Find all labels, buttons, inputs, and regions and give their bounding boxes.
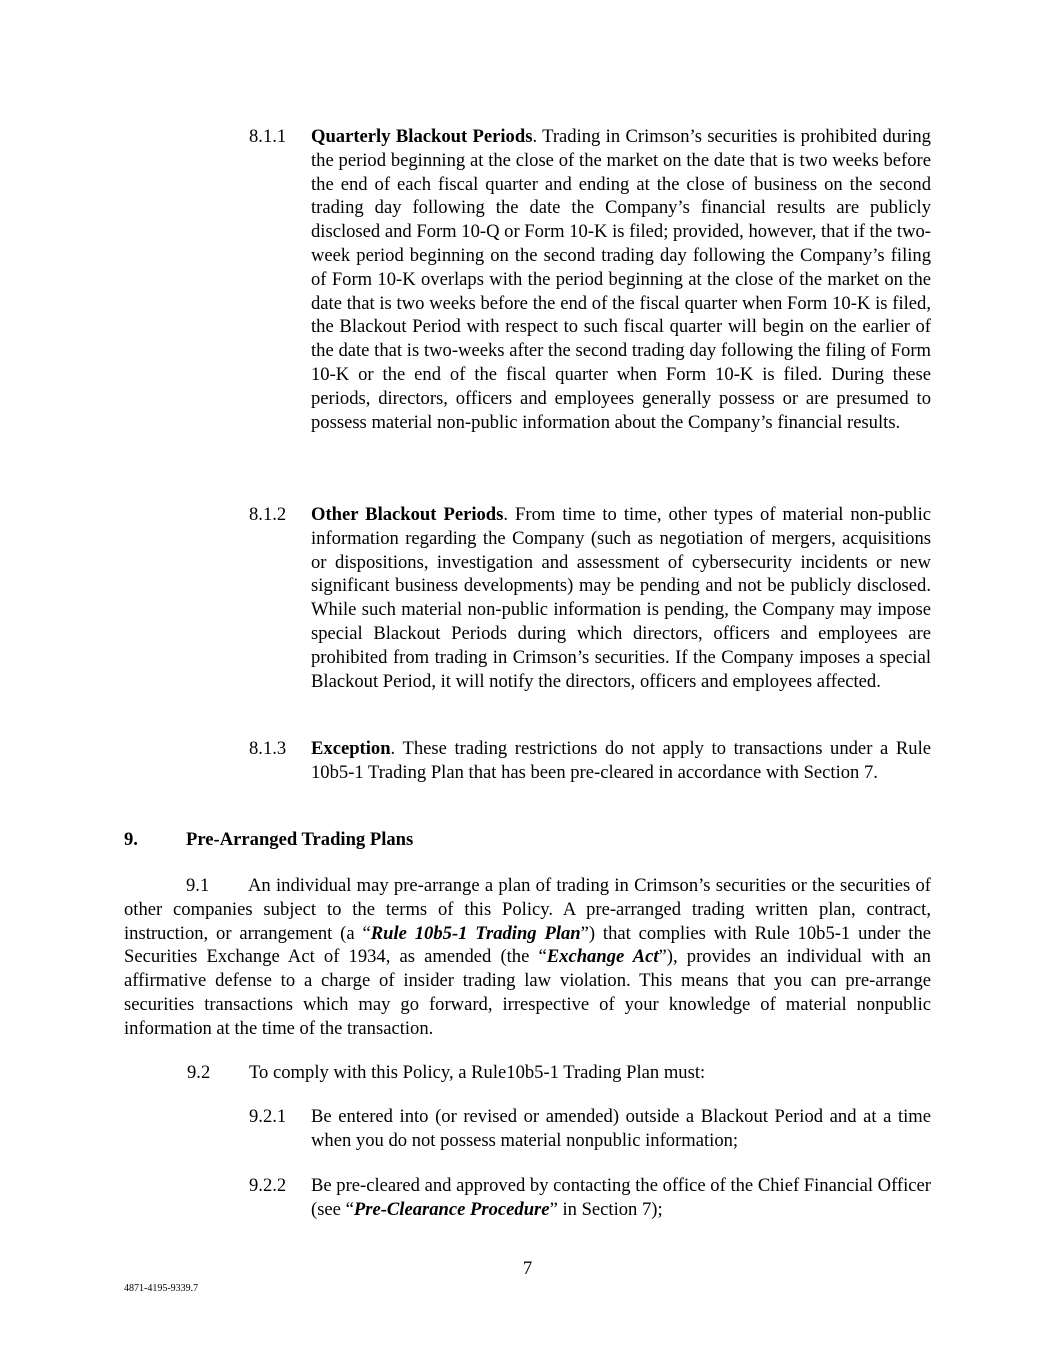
paragraph-text: To comply with this Policy, a Rule10b5-1 Trading Plan must:: [249, 1062, 706, 1083]
defined-term: Pre-Clearance Procedure: [353, 1198, 550, 1220]
paragraph-number: 9.2: [187, 1062, 211, 1083]
section-text: . Trading in Crimson’s securities is prohibited during the period beginning at the close of the market on the date that is two weeks before the end of each fiscal quarter and ending at the close of business on the second trading day following the date the Company’s financial results are publicly disclosed and Form 10-Q or Form 10-K is filed; provided, however, that if the two-week period beginning on the second trading day following the Company’s filing of Form 10-K overlaps with the period beginning at the close of the market on the date that is two weeks before the end of the fiscal quarter when Form 10-K is filed, the Blackout Period with respect to such fiscal quarter will begin on the earlier of the date that is two-weeks after the second trading day following the filing of Form 10-K or the end of the fiscal quarter when Form 10-K is filed. During these periods, directors, officers and employees generally possess or are presumed to possess material non-public information about the Company’s financial results.: [311, 126, 931, 433]
paragraph-text: An individual may pre-arrange a plan of trading in Crimson’s securities or the securities of other companies subject to the terms of this Policy. A pre-arranged trading written plan, contract, instruction, or arrangement (a “: [124, 875, 931, 944]
section-body: [311, 503, 931, 693]
section-8-1-1: [249, 125, 931, 434]
heading-number: 9.: [124, 829, 138, 850]
paragraph-9-2: [187, 1061, 705, 1085]
section-9-2-1: [249, 1105, 931, 1153]
section-text: Be pre-cleared and approved by contacting the office of the Chief Financial Officer (see “: [311, 1175, 931, 1220]
section-body: [311, 737, 931, 785]
section-8-1-3: [249, 737, 931, 785]
paragraph-text: ”) that complies with Rule 10b5-1 under the Securities Exchange Act of 1934, as amended (the “: [124, 922, 932, 968]
section-text: ” in Section 7);: [549, 1198, 663, 1220]
section-text: . From time to time, other types of material non-public information regarding the Company (such as negotiation of mergers, acquisitions or dispositions, investigation and assessment of cybersecurity incidents or new significant business developments) may be pending and not be publicly disclosed. While such material non-public information is pending, the Company may impose special Blackout Periods during which directors, officers and employees are prohibited from trading in Crimson’s securities. If the Company imposes a special Blackout Period, it will notify the directors, officers and employees affected.: [311, 504, 931, 692]
section-title: Exception: [311, 738, 391, 759]
section-9-heading: [124, 828, 413, 852]
section-text: . These trading restrictions do not apply to transactions under a Rule 10b5-1 Trading Plan that has been pre-cleared in accordance with Section 7.: [311, 738, 931, 783]
section-number: 8.1.3: [249, 738, 287, 759]
section-number: 8.1.2: [249, 504, 287, 525]
section-body: [311, 1174, 931, 1222]
paragraph-text: ”), provides an individual with an affirmative defense to a charge of insider trading law violation. This means that you can pre-arrange securities transactions which may go forward, irrespective of your knowledge of material nonpublic information at the time of the transaction.: [124, 946, 931, 1039]
defined-term: Exchange Act: [546, 946, 659, 968]
section-title: Other Blackout Periods: [311, 504, 504, 525]
paragraph-9-1: [124, 874, 931, 1041]
section-text: Be entered into (or revised or amended) outside a Blackout Period and at a time when you do not possess material nonpublic information;: [311, 1106, 931, 1151]
section-title: Quarterly Blackout Periods: [311, 126, 533, 147]
heading-title: Pre-Arranged Trading Plans: [186, 829, 414, 850]
page-number: 7: [522, 1258, 533, 1279]
paragraph-number: 9.1: [186, 875, 210, 896]
section-9-2-2: [249, 1174, 931, 1222]
section-number: 9.2.1: [249, 1106, 287, 1127]
section-number: 8.1.1: [249, 126, 287, 147]
section-8-1-2: [249, 503, 931, 693]
section-body: [311, 125, 931, 434]
document-id: 4871-4195-9339.7: [124, 1283, 199, 1294]
defined-term: Rule 10b5-1 Trading Plan: [370, 922, 581, 944]
section-number: 9.2.2: [249, 1175, 287, 1196]
